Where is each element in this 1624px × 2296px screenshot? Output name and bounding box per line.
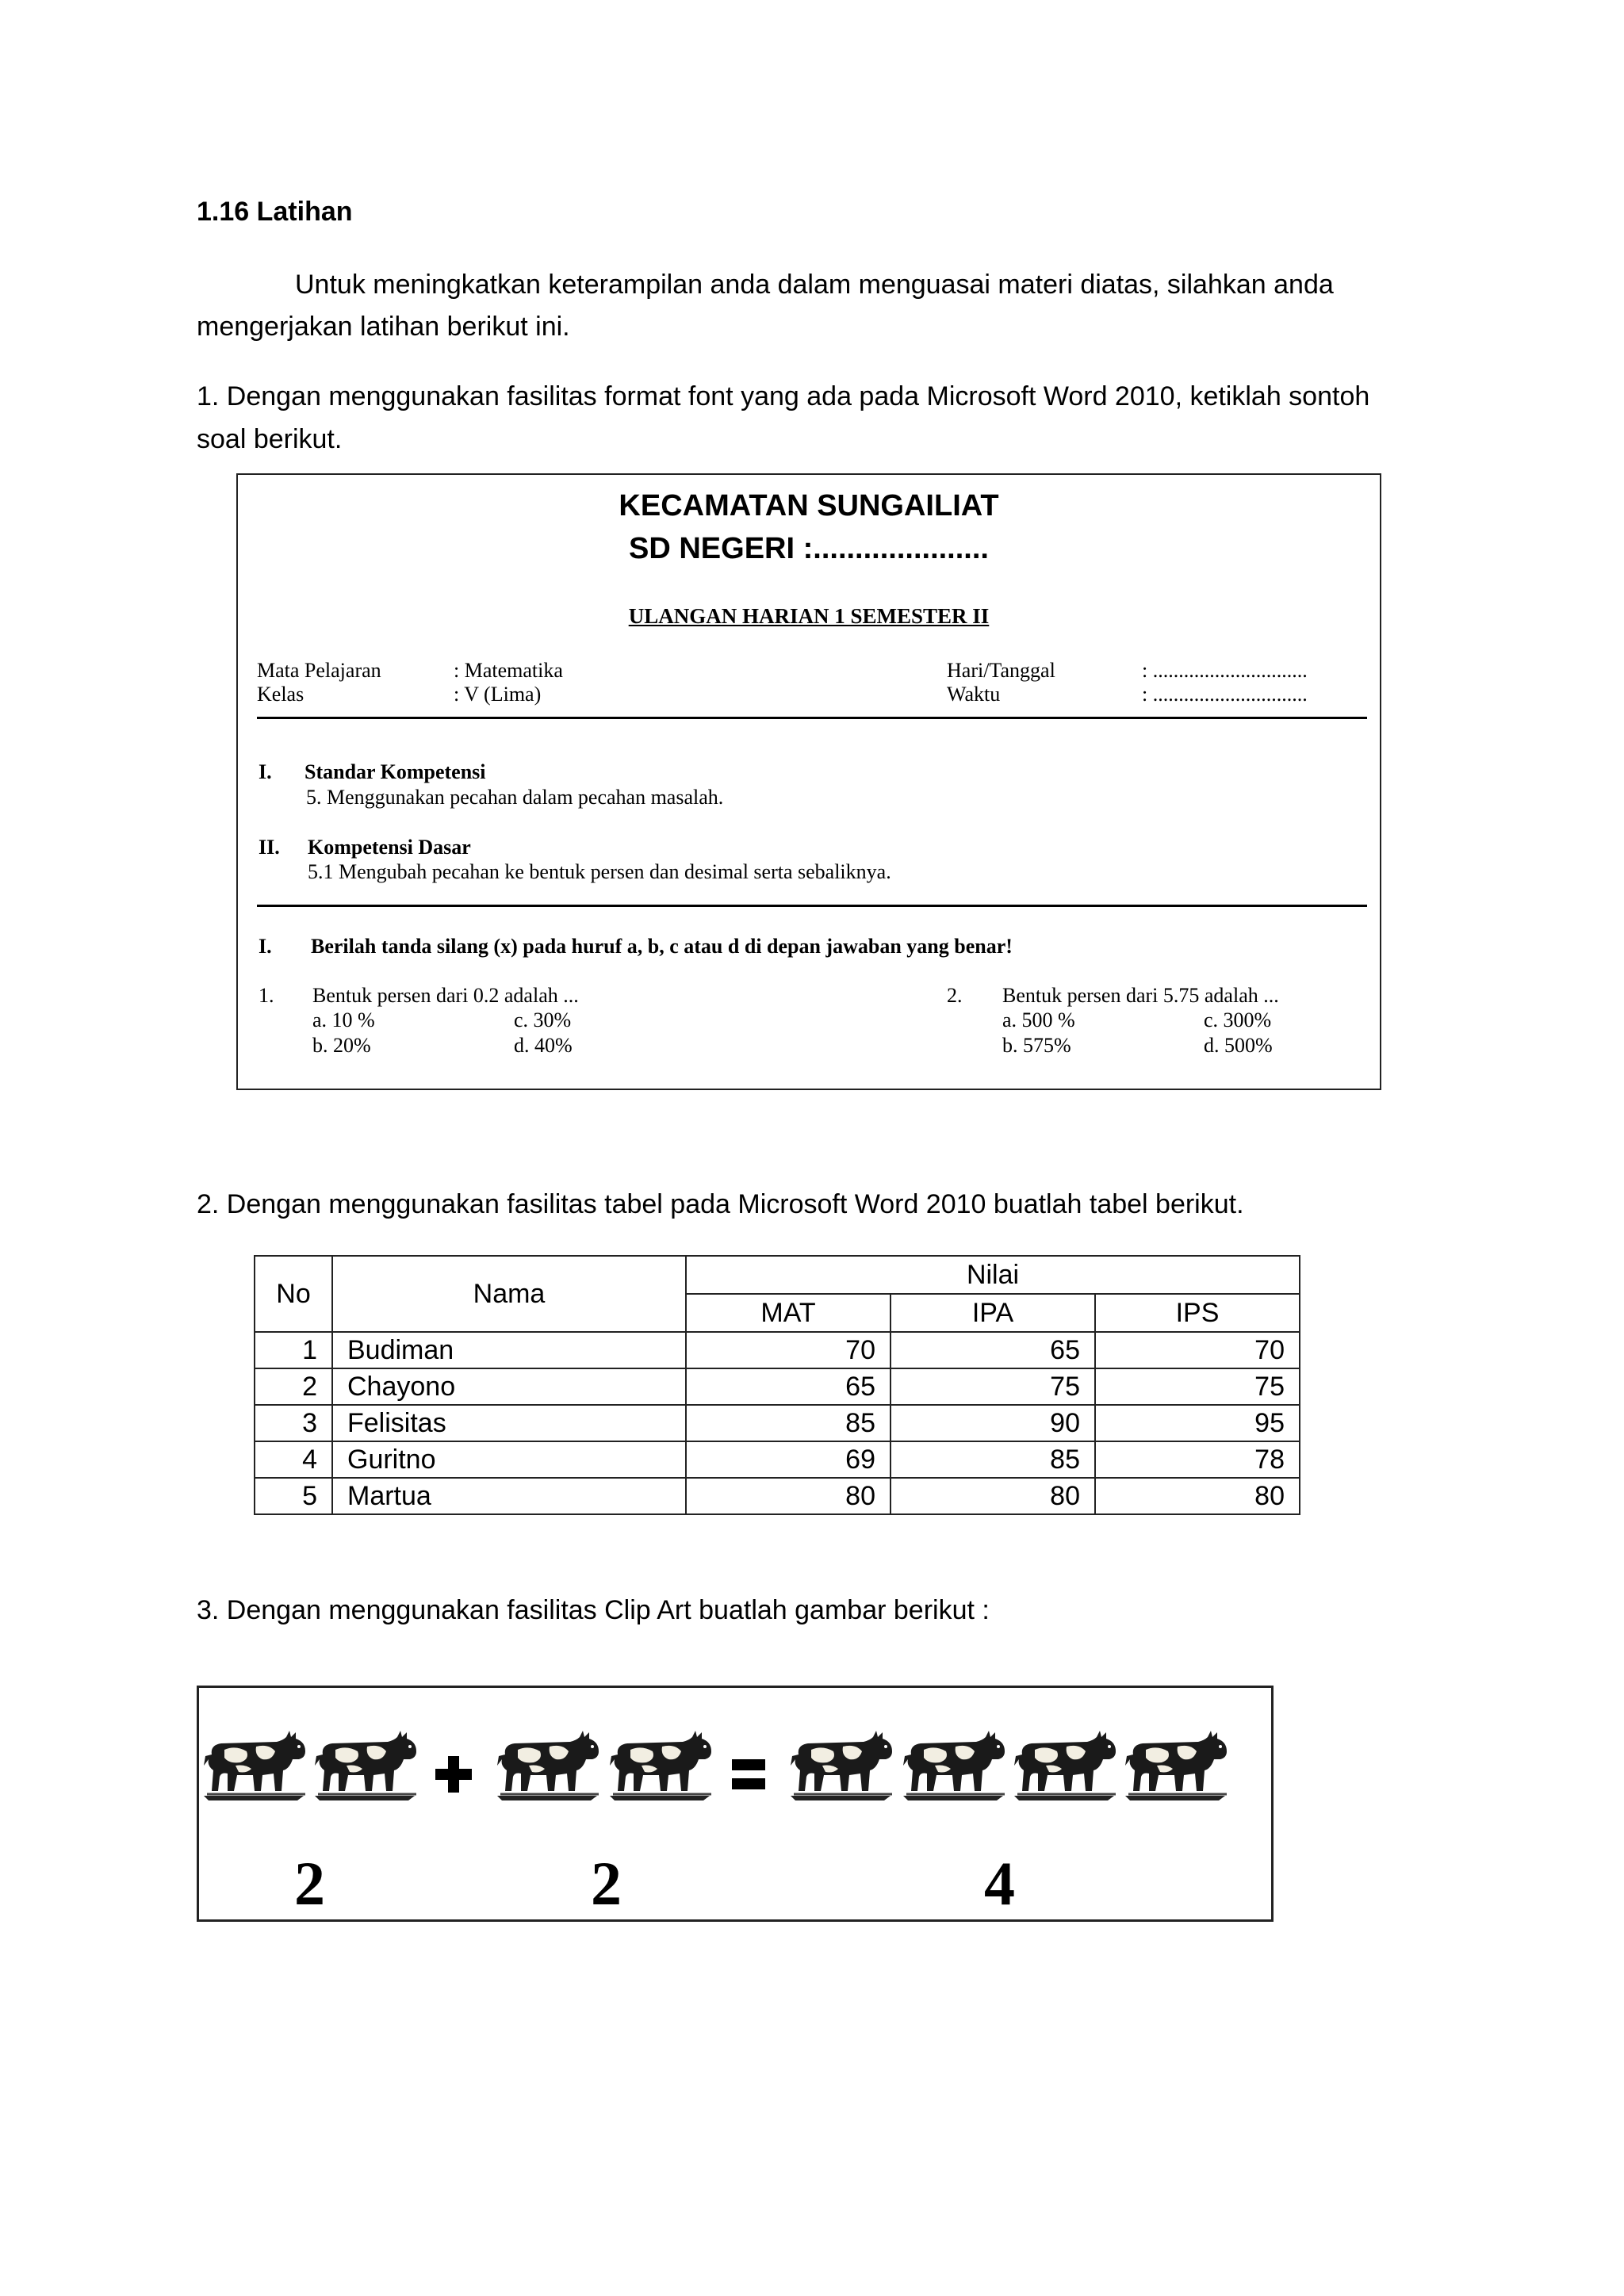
count-label-3: 4	[984, 1849, 1015, 1918]
table-row	[255, 1478, 1300, 1514]
question-3: 3. Dengan menggunakan fasilitas Clip Art buatlah gambar berikut :	[197, 1595, 990, 1625]
time-value: : ..............................	[1142, 683, 1308, 706]
table-row	[255, 1332, 1300, 1368]
cow-icon	[312, 1728, 419, 1802]
class-label: Kelas	[257, 683, 304, 706]
table-row	[255, 1405, 1300, 1441]
equals-sign	[732, 1759, 765, 1791]
cell-ips: 75	[1095, 1368, 1300, 1405]
table-row	[255, 1441, 1300, 1478]
cell-ipa: 75	[891, 1368, 1095, 1405]
cell-no: 4	[255, 1441, 332, 1478]
cell-mat: 70	[686, 1332, 891, 1368]
instruction-text: Berilah tanda silang (x) pada huruf a, b, c atau d di depan jawaban yang benar!	[311, 935, 1013, 958]
intro-line-1: Untuk meningkatkan keterampilan anda dalam menguasai materi diatas, silahkan anda	[295, 270, 1334, 300]
mc-question-2-option-a: a. 500 %	[1002, 1008, 1075, 1031]
header-nilai: Nilai	[686, 1256, 1300, 1294]
exam-subtitle: ULANGAN HARIAN 1 SEMESTER II	[628, 604, 990, 628]
mc-question-1-option-a: a. 10 %	[312, 1008, 375, 1031]
cell-ips: 70	[1095, 1332, 1300, 1368]
intro-line-2: mengerjakan latihan berikut ini.	[197, 312, 570, 342]
cell-nama: Chayono	[332, 1368, 686, 1405]
subject-label: Mata Pelajaran	[257, 659, 381, 682]
cell-mat: 80	[686, 1478, 891, 1514]
cell-ipa: 65	[891, 1332, 1095, 1368]
header-nama: Nama	[332, 1256, 686, 1332]
cell-mat: 85	[686, 1405, 891, 1441]
plus-sign	[435, 1756, 472, 1793]
subject-value: : Matematika	[454, 659, 563, 682]
header-no: No	[255, 1256, 332, 1332]
cell-mat: 65	[686, 1368, 891, 1405]
cell-ips: 95	[1095, 1405, 1300, 1441]
header-ips: IPS	[1095, 1294, 1300, 1332]
question-1-line-2: soal berikut.	[197, 424, 343, 454]
exam-title-school: SD NEGERI :.....................	[629, 532, 989, 565]
cell-nama: Budiman	[332, 1332, 686, 1368]
cow-icon	[1122, 1728, 1230, 1802]
cell-no: 1	[255, 1332, 332, 1368]
section-2-item: 5.1 Mengubah pecahan ke bentuk persen dan desimal serta sebaliknya.	[308, 860, 891, 883]
mc-question-1-option-b: b. 20%	[312, 1034, 371, 1057]
cell-ips: 78	[1095, 1441, 1300, 1478]
divider-bottom	[257, 905, 1367, 907]
section-heading: 1.16 Latihan	[197, 197, 353, 227]
table-header-row	[255, 1256, 1300, 1294]
class-value: : V (Lima)	[454, 683, 542, 706]
section-2-title: Kompetensi Dasar	[308, 836, 471, 859]
header-mat: MAT	[686, 1294, 891, 1332]
cell-ipa: 90	[891, 1405, 1095, 1441]
day-value: : ..............................	[1142, 659, 1308, 682]
section-1-item: 5. Menggunakan pecahan dalam pecahan masalah.	[306, 786, 724, 809]
instruction-number: I.	[259, 935, 272, 958]
section-1-title: Standar Kompetensi	[304, 760, 486, 783]
clipart-equation-box	[197, 1686, 1274, 1922]
mc-question-1-number: 1.	[259, 984, 274, 1007]
cell-mat: 69	[686, 1441, 891, 1478]
divider-top	[257, 717, 1367, 719]
count-label-1: 2	[294, 1849, 325, 1918]
mc-question-2-option-d: d. 500%	[1204, 1034, 1273, 1057]
question-1-line-1: 1. Dengan menggunakan fasilitas format font yang ada pada Microsoft Word 2010, ketiklah sontoh	[197, 381, 1370, 411]
section-1-number: I.	[259, 760, 272, 783]
cell-ips: 80	[1095, 1478, 1300, 1514]
cow-icon	[607, 1728, 714, 1802]
cow-icon	[201, 1728, 308, 1802]
mc-question-2-number: 2.	[947, 984, 963, 1007]
cell-no: 3	[255, 1405, 332, 1441]
cell-nama: Martua	[332, 1478, 686, 1514]
header-ipa: IPA	[891, 1294, 1095, 1332]
score-table	[254, 1255, 1300, 1515]
day-label: Hari/Tanggal	[947, 659, 1055, 682]
cell-nama: Felisitas	[332, 1405, 686, 1441]
cell-no: 5	[255, 1478, 332, 1514]
exam-sample-box	[236, 473, 1381, 1090]
mc-question-2-text: Bentuk persen dari 5.75 adalah ...	[1002, 984, 1279, 1007]
mc-question-1-option-c: c. 30%	[514, 1008, 572, 1031]
mc-question-2-option-b: b. 575%	[1002, 1034, 1071, 1057]
table-row	[255, 1368, 1300, 1405]
cow-icon	[494, 1728, 602, 1802]
mc-question-2-option-c: c. 300%	[1204, 1008, 1272, 1031]
cell-ipa: 85	[891, 1441, 1095, 1478]
cell-nama: Guritno	[332, 1441, 686, 1478]
exam-title-district: KECAMATAN SUNGAILIAT	[619, 489, 999, 522]
time-label: Waktu	[947, 683, 1001, 706]
count-label-2: 2	[591, 1849, 622, 1918]
cow-icon	[1011, 1728, 1119, 1802]
mc-question-1-text: Bentuk persen dari 0.2 adalah ...	[312, 984, 579, 1007]
cow-icon	[787, 1728, 895, 1802]
section-2-number: II.	[259, 836, 280, 859]
cell-no: 2	[255, 1368, 332, 1405]
mc-question-1-option-d: d. 40%	[514, 1034, 573, 1057]
cell-ipa: 80	[891, 1478, 1095, 1514]
cow-icon	[900, 1728, 1008, 1802]
question-2: 2. Dengan menggunakan fasilitas tabel pada Microsoft Word 2010 buatlah tabel berikut.	[197, 1189, 1244, 1219]
